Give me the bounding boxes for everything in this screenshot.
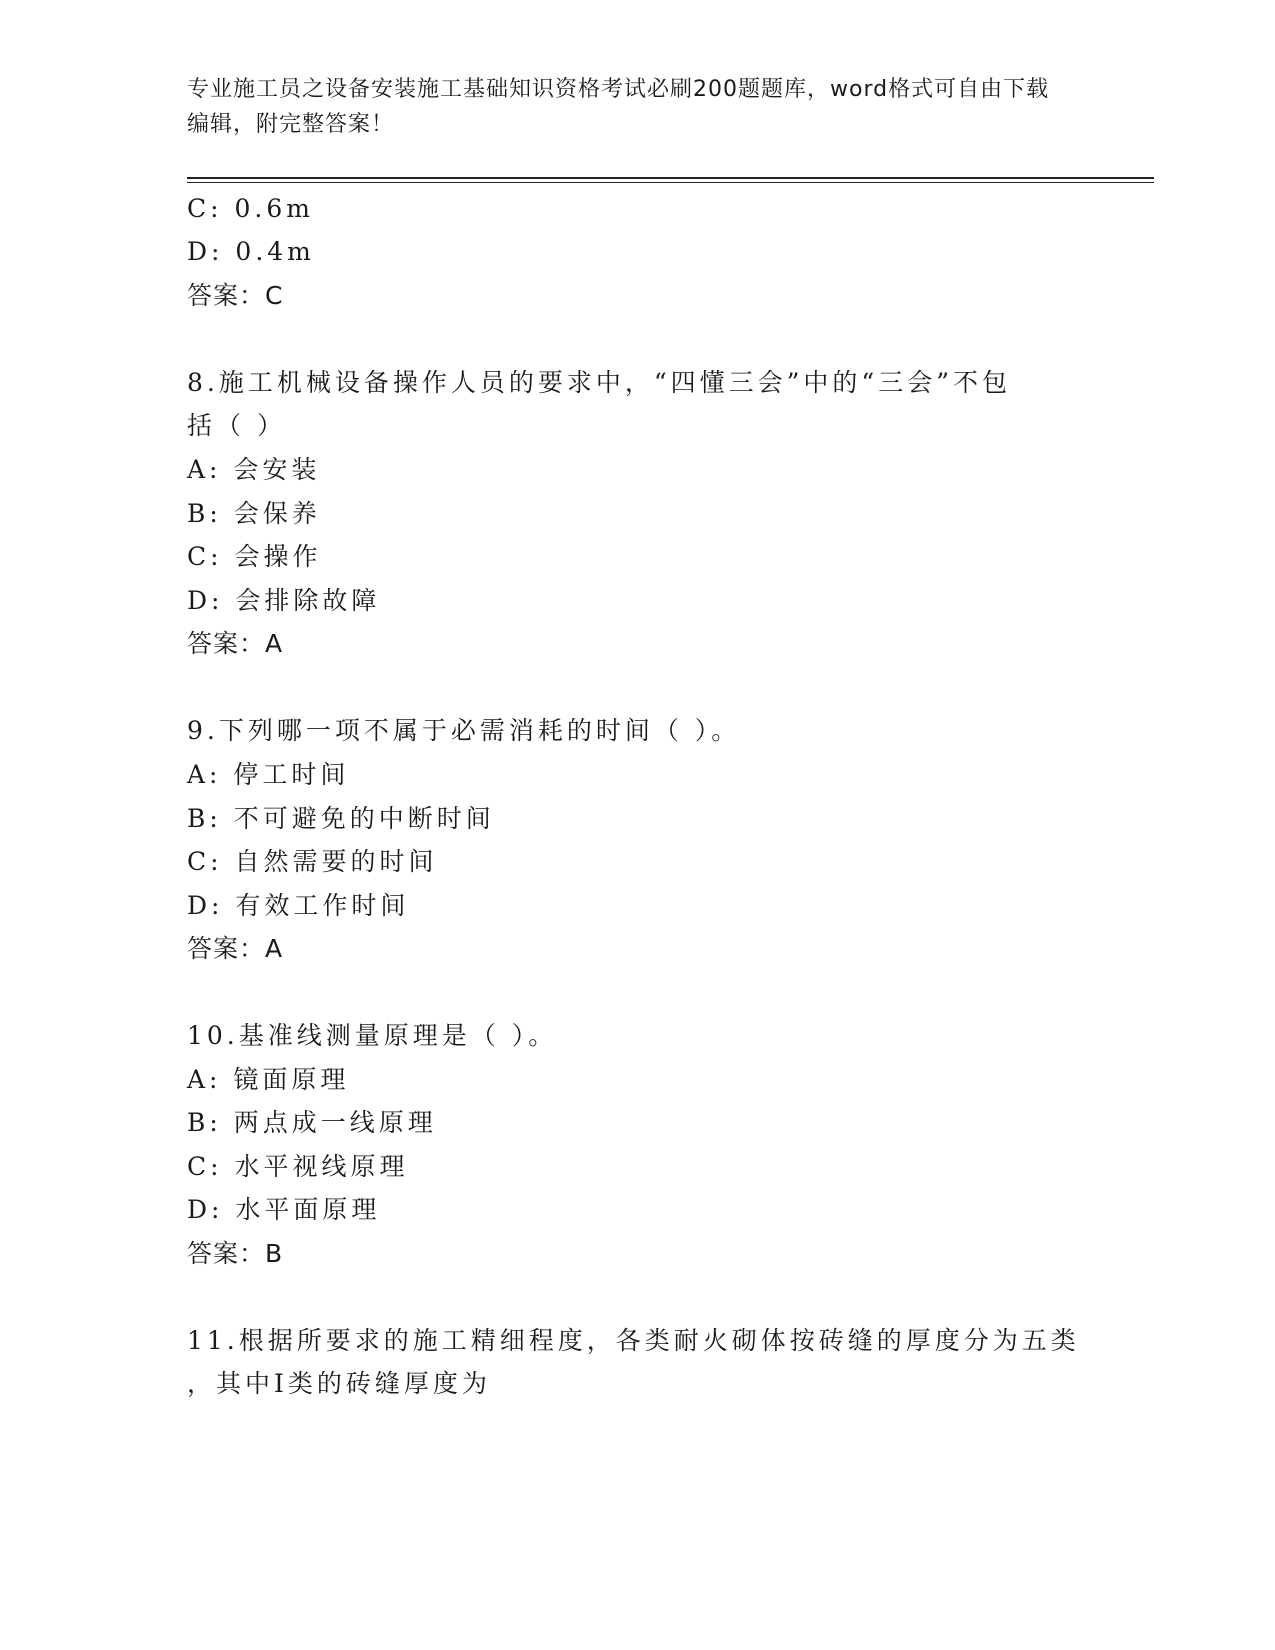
header-divider-thin	[187, 182, 1154, 183]
q7-option-c: C: 0.6m	[187, 194, 314, 223]
q10-option-a: A: 镜面原理	[187, 1065, 350, 1094]
q10-answer: 答案：B	[187, 1239, 284, 1268]
q8-option-b: B: 会保养	[187, 499, 321, 528]
header-divider	[187, 177, 1154, 179]
q9-stem: 9.下列哪一项不属于必需消耗的时间（ ）。	[187, 716, 741, 745]
q8-option-d: D: 会排除故障	[187, 586, 381, 615]
q9-option-b: B: 不可避免的中断时间	[187, 804, 495, 833]
q10-option-b: B: 两点成一线原理	[187, 1108, 437, 1137]
document-header: 专业施工员之设备安装施工基础知识资格考试必刷200题题库，word格式可自由下载编辑，附完整答案！	[187, 77, 1050, 137]
q10-option-c: C: 水平视线原理	[187, 1152, 409, 1181]
q8-option-a: A: 会安装	[187, 455, 321, 484]
q10-stem: 10.基准线测量原理是（ ）。	[187, 1021, 558, 1050]
q10-option-d: D: 水平面原理	[187, 1195, 381, 1224]
q11-stem-line2: ，其中Ⅰ类的砖缝厚度为	[187, 1369, 491, 1398]
q7-option-d: D: 0.4m	[187, 237, 315, 266]
q9-option-c: C: 自然需要的时间	[187, 847, 438, 876]
q9-option-d: D: 有效工作时间	[187, 891, 410, 920]
q8-stem-line2: 括（ ）	[187, 411, 286, 440]
q11-stem-line1: 11.根据所要求的施工精细程度，各类耐火砌体按砖缝的厚度分为五类	[187, 1326, 1080, 1355]
q8-stem-line1: 8.施工机械设备操作人员的要求中，“四懂三会”中的“三会”不包	[187, 368, 1011, 397]
q8-option-c: C: 会操作	[187, 542, 322, 571]
q9-option-a: A: 停工时间	[187, 760, 350, 789]
q7-answer: 答案：C	[187, 281, 284, 310]
q8-answer: 答案：A	[187, 629, 284, 658]
q9-answer: 答案：A	[187, 934, 284, 963]
